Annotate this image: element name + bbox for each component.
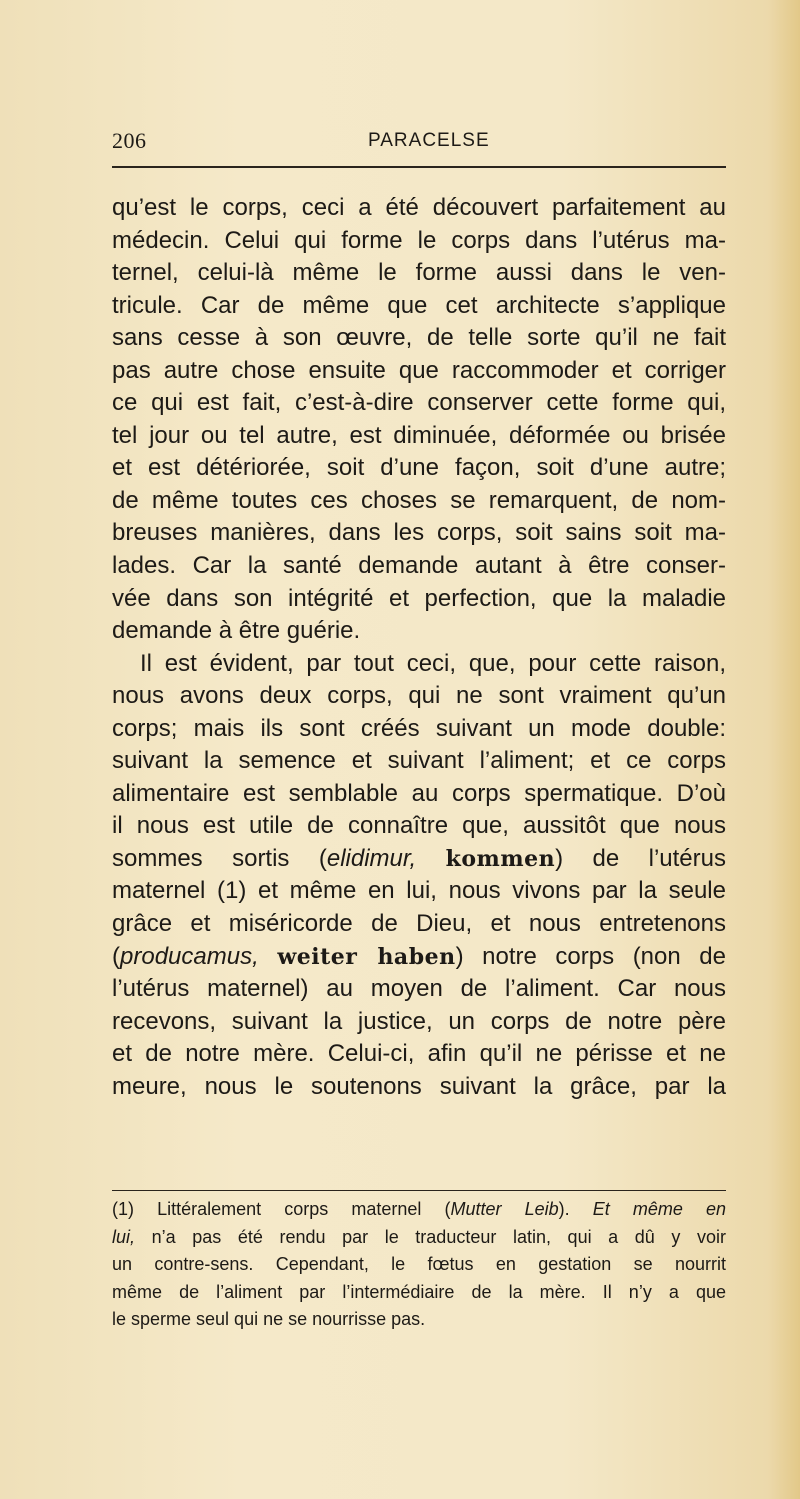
text-segment: (1) Littéralement corps maternel ( [112, 1199, 451, 1219]
text-segment: un contre-sens. Cependant, le fœtus en gestation se nourrit [112, 1254, 726, 1274]
text-line [112, 648, 726, 681]
text-segment: ( [112, 942, 120, 970]
text-segment: même de l’aliment par l’intermédiaire de la mère. Il n’y a que [112, 1281, 726, 1302]
italic-term: producamus, [120, 942, 259, 970]
text-segment: médecin. Celui qui forme le corps dans l’utérus ma- [112, 226, 726, 254]
page-header [112, 128, 726, 158]
italic-term: lui, [112, 1226, 136, 1247]
text-segment: corps; mais ils sont créés suivant un mode double: [112, 714, 726, 742]
text-line [112, 387, 726, 420]
text-segment: et est détériorée, soit d’une façon, soit d’une autre; [112, 454, 726, 482]
text-segment: ) notre corps (non de [455, 942, 726, 970]
text-segment: et de notre mère. Celui-ci, afin qu’il ne périsse et ne [112, 1040, 726, 1068]
text-line [112, 452, 726, 485]
italic-term: Et même en [592, 1199, 727, 1219]
text-line [112, 290, 726, 323]
running-title: PARACELSE [368, 130, 490, 151]
text-segment: meure, nous le soutenons suivant la grâce, par la [112, 1072, 726, 1100]
text-line [112, 517, 726, 550]
text-segment: de même toutes ces choses se remarquent, de nom- [112, 486, 726, 514]
text-line [112, 225, 726, 258]
text-line [112, 615, 726, 648]
text-segment: nous avons deux corps, qui ne sont vraiment qu’un [112, 682, 726, 710]
text-segment: tricule. Car de même que cet architecte s’applique [112, 291, 726, 319]
text-segment: pas autre chose ensuite que raccommoder et corriger [112, 356, 726, 384]
text-line [112, 680, 726, 713]
text-segment: l’utérus maternel) au moyen de l’aliment. Car nous [112, 975, 726, 1003]
text-segment: sommes sortis ( [112, 844, 327, 872]
text-line [112, 973, 726, 1006]
text-line [112, 875, 726, 908]
text-segment: ternel, celui-là même le forme aussi dans le ven- [112, 259, 726, 287]
text-line [112, 322, 726, 355]
text-line [112, 1071, 726, 1104]
text-segment [416, 845, 445, 872]
text-line [112, 550, 726, 583]
text-line [112, 1038, 726, 1071]
page-number: 206 [112, 128, 147, 153]
text-segment: recevons, suivant la justice, un corps de notre père [112, 1007, 726, 1035]
text-line [112, 941, 726, 974]
text-segment: alimentaire est semblable au corps spermatique. D’où [112, 779, 726, 807]
text-segment: grâce et miséricorde de Dieu, et nous entretenons [112, 910, 726, 938]
text-line [112, 257, 726, 290]
text-segment: demande à être guérie. [112, 617, 361, 645]
text-segment: tel jour ou tel autre, est diminuée, déformée ou brisée [112, 421, 726, 449]
footnote-line [112, 1224, 726, 1252]
text-segment: Il est évident, par tout ceci, que, pour cette raison, [140, 649, 726, 677]
main-text [112, 192, 726, 1103]
text-line [112, 810, 726, 843]
text-line [112, 583, 726, 616]
text-segment: le sperme seul qui ne se nourrisse pas. [112, 1309, 426, 1329]
german-term: weiter haben [277, 943, 456, 970]
text-line [112, 843, 726, 876]
text-line [112, 192, 726, 225]
text-segment: qu’est le corps, ceci a été découvert parfaitement au [112, 194, 726, 221]
text-line [112, 420, 726, 453]
text-line [112, 778, 726, 811]
footnote-line [112, 1196, 726, 1224]
text-line [112, 745, 726, 778]
footnote-line [112, 1251, 726, 1279]
header-rule [112, 166, 726, 168]
footnotes [112, 1196, 726, 1334]
text-segment [259, 943, 278, 970]
text-segment: il nous est utile de connaître que, aussitôt que nous [112, 812, 726, 840]
text-segment: sans cesse à son œuvre, de telle sorte qu’il ne fait [112, 324, 726, 352]
text-segment: suivant la semence et suivant l’aliment; et ce corps [112, 747, 726, 775]
text-segment: breuses manières, dans les corps, soit sains soit ma- [112, 519, 726, 547]
italic-term: Mutter Leib [450, 1199, 559, 1219]
text-line [112, 713, 726, 746]
text-segment: ce qui est fait, c’est-à-dire conserver cette forme qui, [112, 389, 726, 417]
footnote-line [112, 1279, 726, 1307]
text-segment: lades. Car la santé demande autant à être conser- [112, 552, 726, 580]
german-term: kommen [445, 845, 556, 872]
text-segment: ) de l’utérus [555, 844, 726, 872]
text-segment: vée dans son intégrité et perfection, que la maladie [112, 584, 726, 612]
footnote-line [112, 1306, 726, 1334]
text-line [112, 485, 726, 518]
text-line [112, 355, 726, 388]
text-segment: ). [558, 1199, 593, 1219]
text-segment: maternel (1) et même en lui, nous vivons par la seule [112, 877, 726, 905]
italic-term: elidimur, [326, 844, 417, 872]
text-line [112, 908, 726, 941]
text-segment: n’a pas été rendu par le traducteur latin, qui a dû y voir [135, 1226, 726, 1247]
text-line [112, 1006, 726, 1039]
footnote-rule [112, 1190, 726, 1191]
